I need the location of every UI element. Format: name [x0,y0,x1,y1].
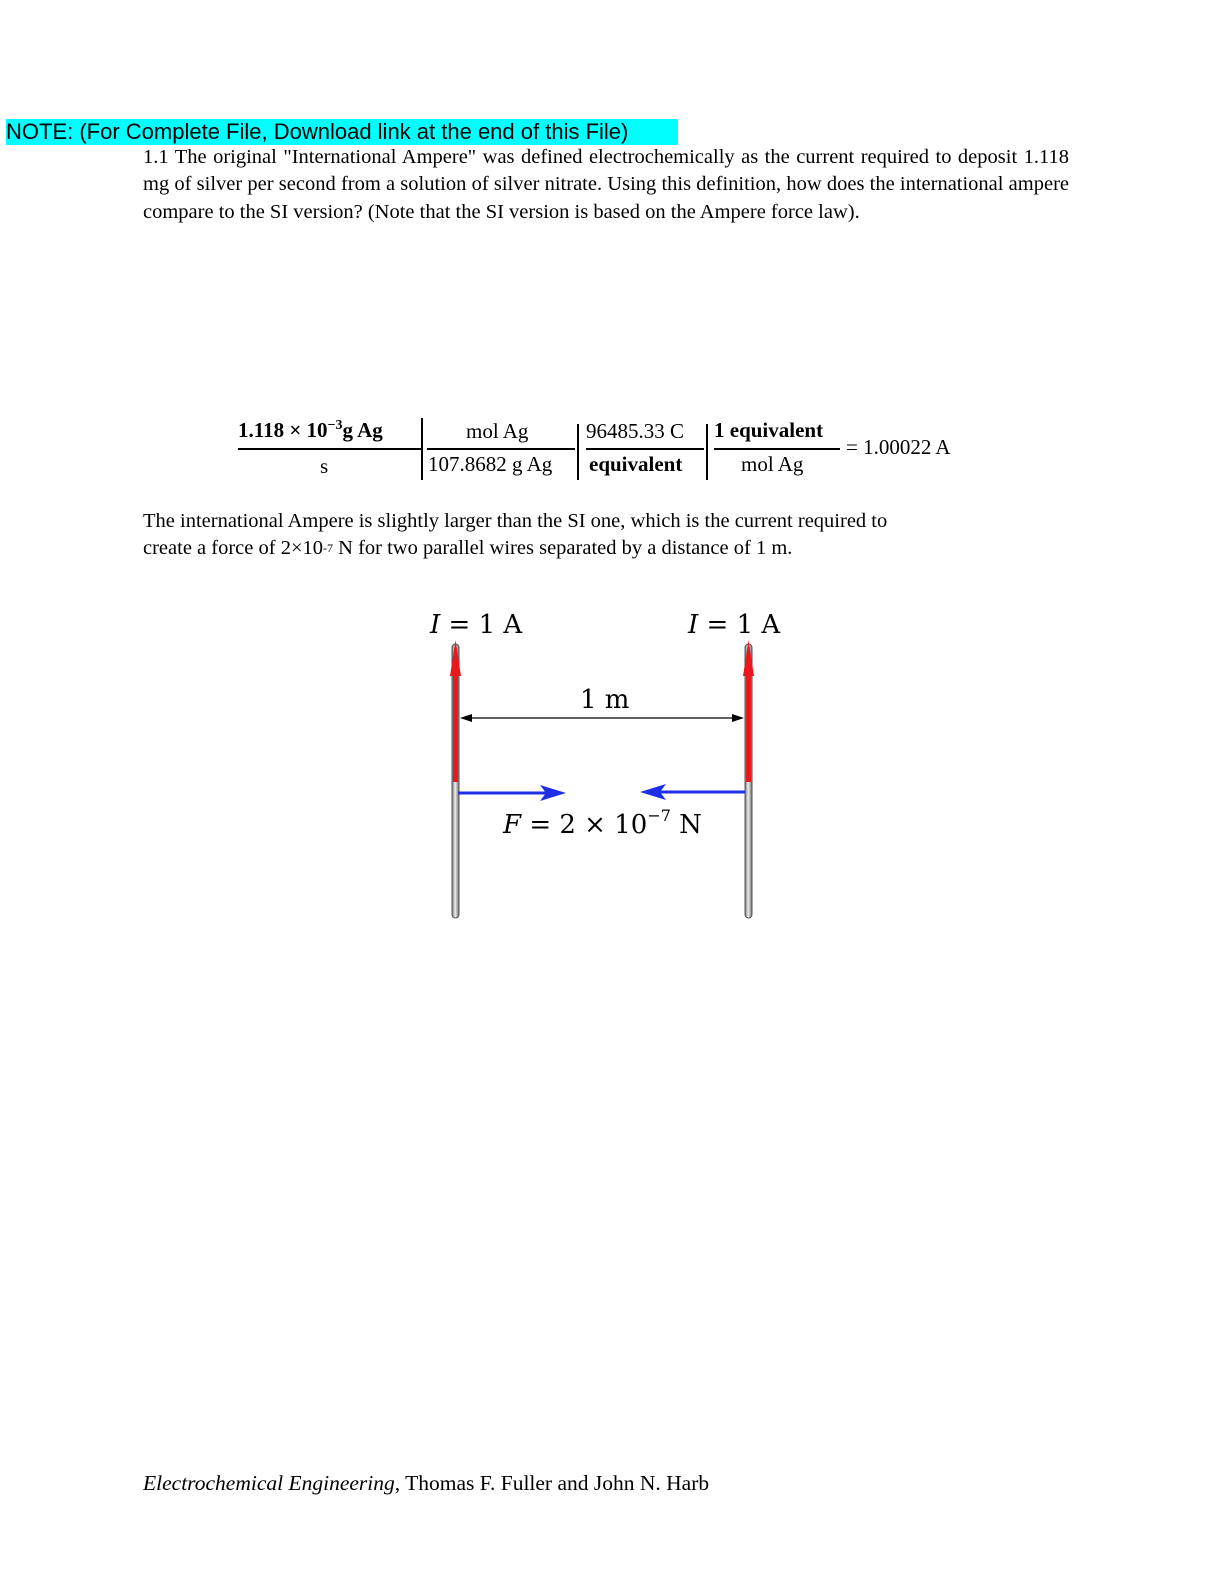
book-title: Electrochemical Engineering [143,1471,395,1495]
fraction1-denominator: s [320,454,329,478]
fraction1-numerator: $1.118 \times 10^{-3}g$ Ag [238,418,383,442]
fraction4-numerator: 1 equivalent [714,418,824,442]
conclusion-paragraph [143,508,1043,562]
fraction3-bar [586,448,704,450]
fraction2-numerator: mol Ag [466,419,529,443]
ampere-force-diagram [400,600,820,930]
fraction1-bar [238,448,422,450]
divider-2 [577,424,579,480]
conclusion-line1: The international Ampere is slightly larger than the SI one, which is the current required to [143,510,888,532]
fraction2-bar [427,448,575,450]
problem-statement: 1.1 The original "International Ampere" was defined electrochemically as the current required to deposit 1.118 mg of silver per second from a solution of silver nitrate. Using this definition, how does the international ampere compare to the SI version? (Note that the SI version is based on the Ampere force law). [143,146,1069,223]
fraction3-denominator: equivalent [589,452,683,476]
fraction2-denominator: 107.8682 g Ag [428,452,553,476]
force-arrow-right-to-left [640,784,745,800]
right-current-label: I = 1 A [688,610,781,640]
fraction3-numerator: 96485.33 C [586,419,685,443]
distance-label: 1 m [580,685,630,715]
distance-dimension-line [460,714,744,722]
divider-3 [706,424,708,480]
footer-citation [143,1470,709,1496]
book-authors: , Thomas F. Fuller and John N. Harb [394,1471,710,1495]
download-note: NOTE: (For Complete File, Download link at the end of this File) [6,119,678,145]
equation-result: = 1.00022 A [846,435,951,459]
force-arrow-left-to-right [458,785,566,801]
force-label: $F = 2 \times 10^{-7}$ N [503,806,702,840]
divider-1 [421,418,423,480]
fraction4-denominator: mol Ag [741,452,804,476]
fraction4-bar [714,448,840,450]
unit-conversion-equation [0,410,1224,490]
left-current-label: I = 1 A [430,610,523,640]
conclusion-line2: create a force of $2\times 10^{-7}$ N for two parallel wires separated by a distance of 1 m. [143,537,793,559]
